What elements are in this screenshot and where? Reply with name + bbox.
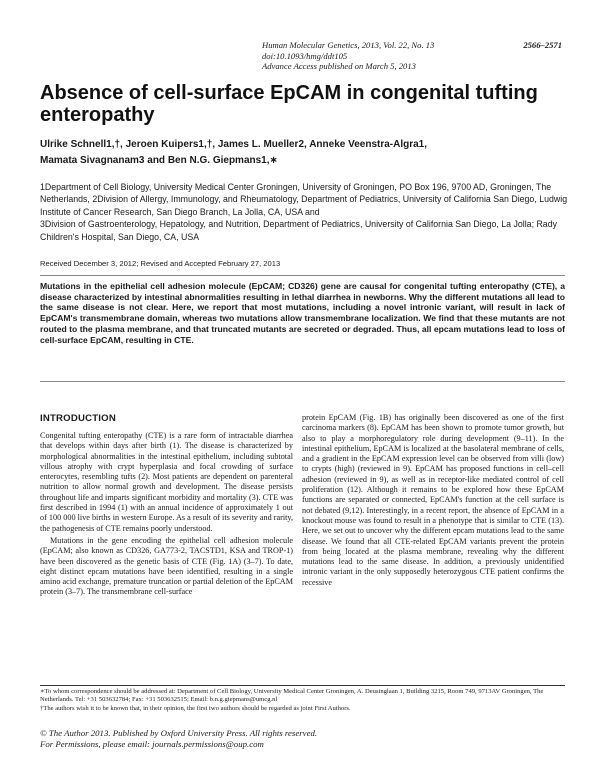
correspondence-footnote: ∗To whom correspondence should be addressed at: Department of Cell Biology, University Medical Center Groningen, A. Deusinglaan 1, Building 3215, Room 749, 9713AV Groningen, The Netherlands. Tel: +31 503632784; Fax: +31 503632515; Email: b.n.g.giepmans@umcg.nl	[40, 688, 544, 704]
abstract-top-rule	[40, 275, 565, 276]
page-range: 2566–2571	[523, 40, 562, 50]
abstract-bottom-rule	[40, 381, 565, 382]
doi[interactable]: doi:10.1093/hmg/ddt105	[262, 50, 348, 61]
abstract: Mutations in the epithelial cell adhesion molecule (EpCAM; CD326) gene are causal for congenital tufting enteropathy (CTE), a disease characterized by intestinal abnormalities resulting in lethal diarrhea in newborns. Why the different mutations all lead to the same disease is not clear. Here, we report that most mutations, including a novel intronic variant, will result in lack of EpCAM's transmembrane domain, whereas two mutations allow transmembrane localization. We find that these mutants are not routed to the plasma membrane, and that truncated mutants are secreted or degraded. Thus, all epcam mutations lead to loss of cell-surface EpCAM, resulting in CTE.	[40, 281, 565, 345]
copyright-line: © The Author 2013. Published by Oxford University Press. All rights reserved.	[40, 728, 318, 738]
right-column	[302, 413, 564, 588]
author-line-1: Ulrike Schnell1,†, Jeroen Kuipers1,†, James L. Mueller2, Anneke Veenstra-Algra1,	[40, 139, 428, 150]
journal-citation: Human Molecular Genetics, 2013, Vol. 22, No. 13	[262, 40, 435, 50]
left-column	[40, 431, 293, 598]
footnotes	[40, 688, 565, 713]
footnote-rule	[40, 685, 565, 686]
received-dates: Received December 3, 2012; Revised and Accepted February 27, 2013	[40, 259, 281, 268]
intro-paragraph-1: Congenital tufting enteropathy (CTE) is a rare form of intractable diarrhea that develops within days after birth (1). The disease is characterized by morphological abnormalities in the intestinal epithelium, including subtotal villous atrophy with crypt hyperplasia and focal crowding of surface enterocytes, resembling tufts (2). Most patients are dependent on parenteral nutrition to allow normal growth and development. The disease persists throughout life and imparts significant morbidity and mortality (3). CTE was first described in 1994 (1) with an annual incidence of approximately 1 out of 100 000 live births in western Europe. As a result of its severity and rarity, the pathogenesis of CTE remains poorly understood.	[40, 431, 293, 533]
journal-header	[262, 40, 562, 72]
affiliation-1: 1Department of Cell Biology, University Medical Center Groningen, University of Groningen, PO Box 196, 9700 AD, Groningen, The Netherlands, 2Division of Allergy, Immunology, and Rheumatology, Department of Pediatrics, University of California San Diego, Ludwig Institute of Cancer Research, San Diego Branch, La Jolla, CA, USA and	[40, 182, 568, 217]
affiliations	[40, 181, 570, 243]
copyright-notice	[40, 728, 565, 750]
advance-access: Advance Access published on March 5, 2013	[262, 61, 416, 72]
article-title: Absence of cell-surface EpCAM in congenital tufting enteropathy	[40, 82, 538, 126]
intro-paragraph-2: Mutations in the gene encoding the epithelial cell adhesion molecule (EpCAM; also known as CD326, GA773-2, TACSTD1, KSA and TROP-1) have been discovered as the genetic basis of CTE (Fig. 1A) (3–7). To date, eight distinct epcam mutations have been identified, resulting in a single amino acid exchange, premature truncation or partial deletion of the EpCAM protein (3–7). The transmembrane cell-surface	[40, 535, 293, 597]
equal-contribution-footnote: †The authors wish it to be known that, in their opinion, the first two authors should be regarded as joint First Authors.	[40, 704, 351, 712]
intro-paragraph-3: protein EpCAM (Fig. 1B) has originally been discovered as one of the first carcinoma markers (8). EpCAM has been shown to promote tumor growth, but also to play a morphoregulatory role during development (9–11). In the intestinal epithelium, EpCAM is localized at the basolateral membrane of cells, and a gradient in the EpCAM expression level can be observed from villi (low) to crypts (high) (reviewed in 9). EpCAM has proposed functions in cell–cell adhesion (reviewed in 9), as well as in receptor-like mediated control of cell proliferation (12). Although it remains to be explored how these EpCAM functions are separated or connected, EpCAM's function at the cell surface is not debated (9,12). Interestingly, in a recent report, the absence of EpCAM in a knockout mouse was found to result in a phenotype that is similar to CTE (13). Here, we set out to uncover why the different epcam mutations lead to the same disease. We found that all CTE-related EpCAM variants prevent the protein from being located at the plasma membrane, revealing why the different mutations lead to the same disease. In addition, a previously unidentified intronic variant in the only supposedly heterozygous CTE patient confirms the recessive	[302, 413, 564, 587]
author-list	[40, 137, 570, 169]
section-heading-introduction: INTRODUCTION	[40, 413, 116, 424]
author-line-2: Mamata Sivagnanam3 and Ben N.G. Giepmans1,∗	[40, 155, 278, 166]
affiliation-2: 3Division of Gastroenterology, Hepatology, and Nutrition, Department of Pediatrics, University of California San Diego, La Jolla; Rady Children's Hospital, San Diego, CA, USA	[40, 219, 557, 242]
permissions-line: For Permissions, please email: journals.permissions@oup.com	[40, 739, 264, 749]
